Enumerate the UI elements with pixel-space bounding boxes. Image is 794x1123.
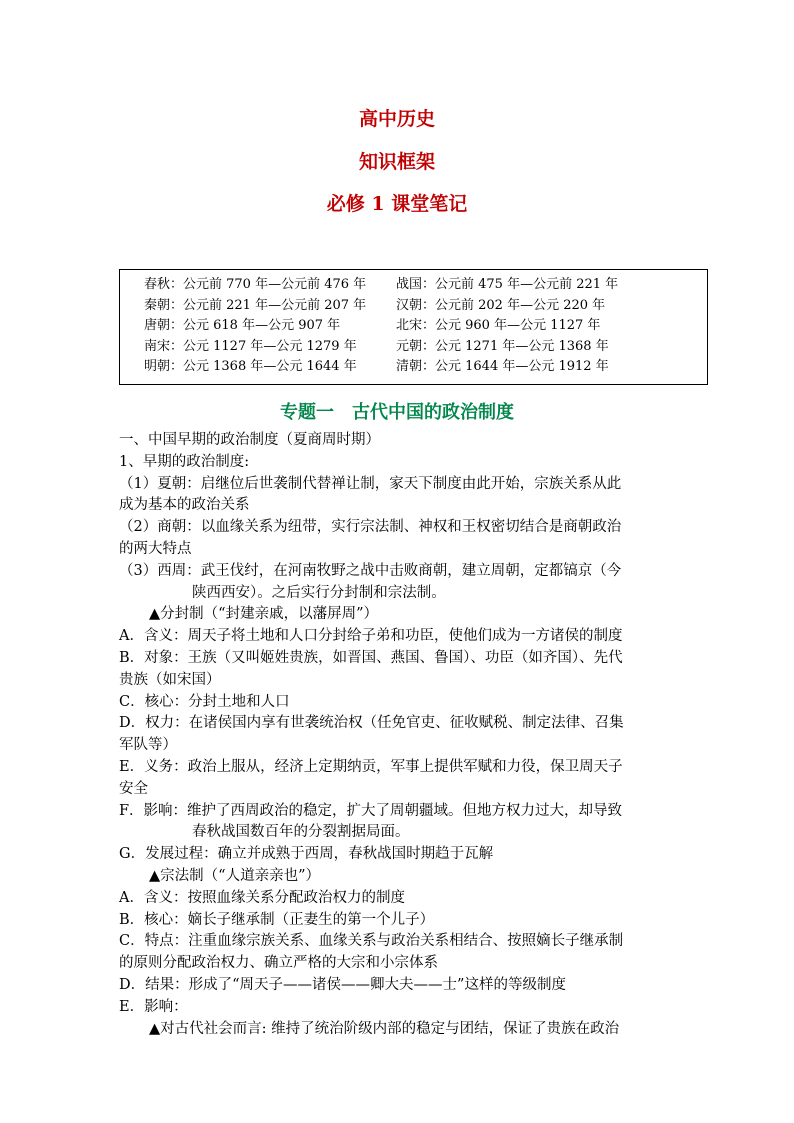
timeline-row [144,316,707,337]
document-subtitle: 知识框架 [358,151,435,173]
text-line: （2）商朝：以血缘关系为纽带，实行宗法制、神权和王权密切结合是商朝政治 [119,519,622,536]
text-line: C．特点：注重血缘宗族关系、血缘关系与政治关系相结合、按照嫡长子继承制 [119,933,624,950]
text-line: A．含义：按照血缘关系分配政治权力的制度 [119,889,405,906]
text-line: 成为基本的政治关系 [119,497,250,514]
timeline-row [144,337,707,358]
text-line: 陕西西安）。之后实行分封制和宗法制。 [192,584,446,601]
text-line: （3）西周：武王伐纣，在河南牧野之战中击败商朝，建立周朝，定都镐京（今 [119,562,622,579]
dynasty-timeline-box [119,269,708,385]
timeline-entry: 北宋：公元 960 年—公元 1127 年 [396,318,601,333]
text-line: 春秋战国数百年的分裂割据局面。 [192,824,410,841]
timeline-entry: 明朝：公元 1368 年—公元 1644 年 [144,359,357,374]
timeline-row [144,357,707,378]
timeline-entry: 南宋：公元 1127 年—公元 1279 年 [144,338,357,354]
text-line: F．影响：维护了西周政治的稳定，扩大了周朝疆域。但地方权力过大，却导致 [119,802,623,819]
section-heading: 专题一 古代中国的政治制度 [280,402,514,423]
timeline-row [144,275,707,296]
timeline-entry: 元朝：公元 1271 年—公元 1368 年 [396,338,609,354]
bullet-heading: ▲宗法制（“人道亲亲也”） [149,867,320,884]
bullet-text-line: ▲对古代社会而言: 维持了统治阶级内部的稳定与团结，保证了贵族在政治 [149,1020,620,1037]
text-line: C．核心：分封土地和人口 [119,693,290,710]
text-line: B．核心：嫡长子继承制（正妻生的第一个儿子） [119,911,435,928]
text-line: G．发展过程：确立并成熟于西周，春秋战国时期趋于瓦解 [119,846,494,863]
document-course-title: 必修 1 课堂笔记 [326,193,468,215]
timeline-row [144,296,707,317]
document-title: 高中历史 [358,108,435,130]
bullet-heading: ▲分封制（“封建亲戚，以藩屏周”） [149,606,378,623]
timeline-entry: 清朝：公元 1644 年—公元 1912 年 [396,359,609,374]
text-line: 贵族（如宋国） [119,671,221,688]
text-line: D．结果：形成了“周天子——诸侯——卿大夫——士”这样的等级制度 [119,976,566,993]
timeline-entry: 战国：公元前 475 年—公元前 221 年 [396,277,619,292]
timeline-entry: 唐朝：公元 618 年—公元 907 年 [144,318,341,333]
text-line: （1）夏朝：启继位后世袭制代替禅让制，家天下制度由此开始，宗族关系从此 [119,475,622,492]
timeline-entry: 汉朝：公元前 202 年—公元 220 年 [396,297,606,313]
text-line: B．对象：王族（又叫姬姓贵族，如晋国、燕国、鲁国）、功臣（如齐国）、先代 [119,649,623,666]
heading-line: 一、中国早期的政治制度（夏商周时期） [119,432,380,448]
text-line: 的原则分配政治权力、确立严格的大宗和小宗体系 [119,955,438,972]
text-line: E．影响： [119,998,188,1015]
text-line: E．义务：政治上服从，经济上定期纳贡，军事上提供军赋和力役，保卫周天子 [119,758,623,775]
text-line: 的两大特点 [119,540,192,557]
timeline-entry: 春秋：公元前 770 年—公元前 476 年 [144,277,367,292]
notes-body [119,430,679,1040]
text-line: A．含义：周天子将土地和人口分封给子弟和功臣，使他们成为一方诸侯的制度 [119,628,623,645]
text-line: 军队等） [119,737,177,754]
timeline-entry: 秦朝：公元前 221 年—公元前 207 年 [144,297,367,313]
text-line: 安全 [119,780,148,797]
subheading-line: 1、早期的政治制度: [119,453,250,470]
text-line: D．权力：在诸侯国内享有世袭统治权（任免官吏、征收赋税、制定法律、召集 [119,715,624,732]
